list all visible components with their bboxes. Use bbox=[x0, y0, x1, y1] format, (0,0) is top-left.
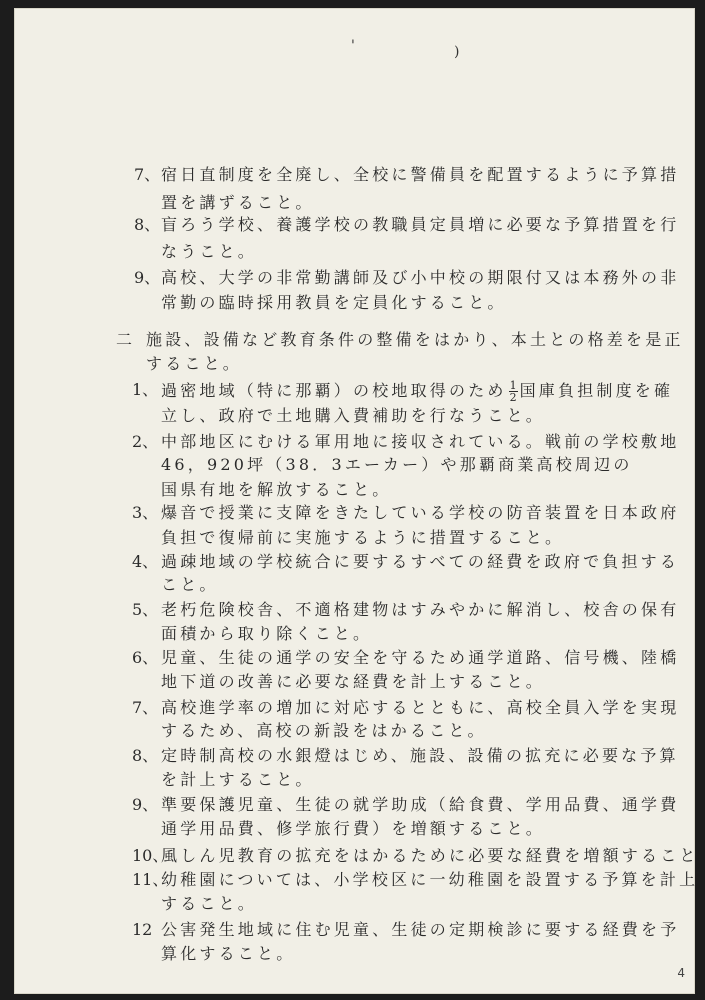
sub-item-7-line-1: 高校進学率の増加に対応するとともに、高校全員入学を実現 bbox=[161, 698, 680, 717]
section-2-line-2: すること。 bbox=[146, 354, 243, 373]
sub-item-2-line-1: 中部地区にむける軍用地に接収されている。戦前の学校敷地 bbox=[161, 432, 680, 451]
sub-item-3-line-1: 爆音で授業に支障をきたしている学校の防音装置を日本政府 bbox=[161, 503, 680, 522]
sub-item-1-text-b: 国庫負担制度を確 bbox=[519, 381, 674, 400]
item-9-number: 9、 bbox=[134, 268, 161, 287]
item-9-line-1: 高校、大学の非常勤講師及び小中校の期限付又は本務外の非 bbox=[161, 268, 680, 287]
sub-item-2-line-2: 46，920坪（38．3エーカー）や那覇商業高校周辺の bbox=[161, 455, 633, 474]
section-2-line-1: 施設、設備など教育条件の整備をはかり、本土との格差を是正 bbox=[146, 330, 684, 349]
sub-item-8-line-1: 定時制高校の水銀燈はじめ、施設、設備の拡充に必要な予算 bbox=[161, 746, 679, 765]
sub-item-8-number: 8、 bbox=[132, 746, 159, 765]
sub-item-3-line-2: 負担で復帰前に実施するように措置すること。 bbox=[161, 528, 565, 547]
sub-item-1-line-1 bbox=[161, 380, 673, 403]
paper-speck: ' bbox=[351, 38, 355, 54]
one-half-fraction bbox=[509, 380, 518, 403]
sub-item-12-number: 12 bbox=[132, 920, 153, 939]
sub-item-12-line-2: 算化すること。 bbox=[161, 944, 296, 963]
sub-item-10-line-1: 風しん児教育の拡充をはかるために必要な経費を増額すること bbox=[161, 846, 699, 865]
fraction-denominator: 2 bbox=[509, 391, 517, 404]
sub-item-11-line-1: 幼稚園については、小学校区に一幼稚園を設置する予算を計上 bbox=[161, 870, 699, 889]
sub-item-11-number: 11、 bbox=[132, 870, 169, 889]
sub-item-7-number: 7、 bbox=[132, 698, 159, 717]
sub-item-4-number: 4、 bbox=[132, 552, 159, 571]
sub-item-9-line-2: 通学用品費、修学旅行費）を増額すること。 bbox=[161, 819, 546, 838]
section-2-number: 二 bbox=[116, 330, 133, 349]
item-8-line-1: 盲ろう学校、養護学校の教職員定員増に必要な予算措置を行 bbox=[161, 215, 680, 234]
paper-speck: ) bbox=[454, 44, 460, 60]
fraction-numerator: 1 bbox=[509, 379, 517, 392]
document-page bbox=[14, 8, 699, 994]
sub-item-6-line-1: 児童、生徒の通学の安全を守るため通学道路、信号機、陸橋 bbox=[161, 648, 680, 667]
sub-item-7-line-2: するため、高校の新設をはかること。 bbox=[161, 721, 487, 740]
document-body bbox=[14, 8, 699, 994]
item-8-number: 8、 bbox=[134, 215, 161, 234]
sub-item-9-line-1: 準要保護児童、生徒の就学助成（給食費、学用品費、通学費 bbox=[161, 795, 680, 814]
item-9-line-2: 常勤の臨時採用教員を定員化すること。 bbox=[161, 293, 507, 312]
page-number: 4 bbox=[677, 966, 685, 980]
sub-item-11-line-2: すること。 bbox=[161, 894, 258, 913]
item-7-number: 7、 bbox=[134, 165, 161, 184]
sub-item-4-line-1: 過疎地域の学校統合に要するすべての経費を政府で負担する bbox=[161, 552, 680, 571]
sub-item-1-line-2: 立し、政府で土地購入費補助を行なうこと。 bbox=[161, 406, 546, 425]
sub-item-5-line-2: 面積から取り除くこと。 bbox=[161, 624, 373, 643]
sub-item-2-line-3: 国県有地を解放すること。 bbox=[161, 480, 392, 499]
sub-item-9-number: 9、 bbox=[132, 795, 159, 814]
sub-item-6-number: 6、 bbox=[132, 648, 159, 667]
sub-item-2-number: 2、 bbox=[132, 432, 159, 451]
sub-item-6-line-2: 地下道の改善に必要な経費を計上すること。 bbox=[161, 672, 546, 691]
sub-item-1-text-a: 過密地域（特に那覇）の校地取得のため bbox=[161, 381, 507, 400]
sub-item-5-number: 5、 bbox=[132, 600, 159, 619]
item-8-line-2: なうこと。 bbox=[161, 242, 258, 261]
sub-item-8-line-2: を計上すること。 bbox=[161, 770, 315, 789]
sub-item-10-number: 10、 bbox=[132, 846, 169, 865]
sub-item-4-line-2: こと。 bbox=[161, 575, 219, 594]
item-7-line-2: 置を講ずること。 bbox=[161, 193, 315, 212]
sub-item-3-number: 3、 bbox=[132, 503, 159, 522]
sub-item-12-line-1: 公害発生地域に住む児童、生徒の定期検診に要する経費を予 bbox=[161, 920, 680, 939]
sub-item-1-number: 1、 bbox=[132, 380, 159, 399]
item-7-line-1: 宿日直制度を全廃し、全校に警備員を配置するように予算措 bbox=[161, 165, 680, 184]
sub-item-5-line-1: 老朽危険校舎、不適格建物はすみやかに解消し、校舎の保有 bbox=[161, 600, 680, 619]
